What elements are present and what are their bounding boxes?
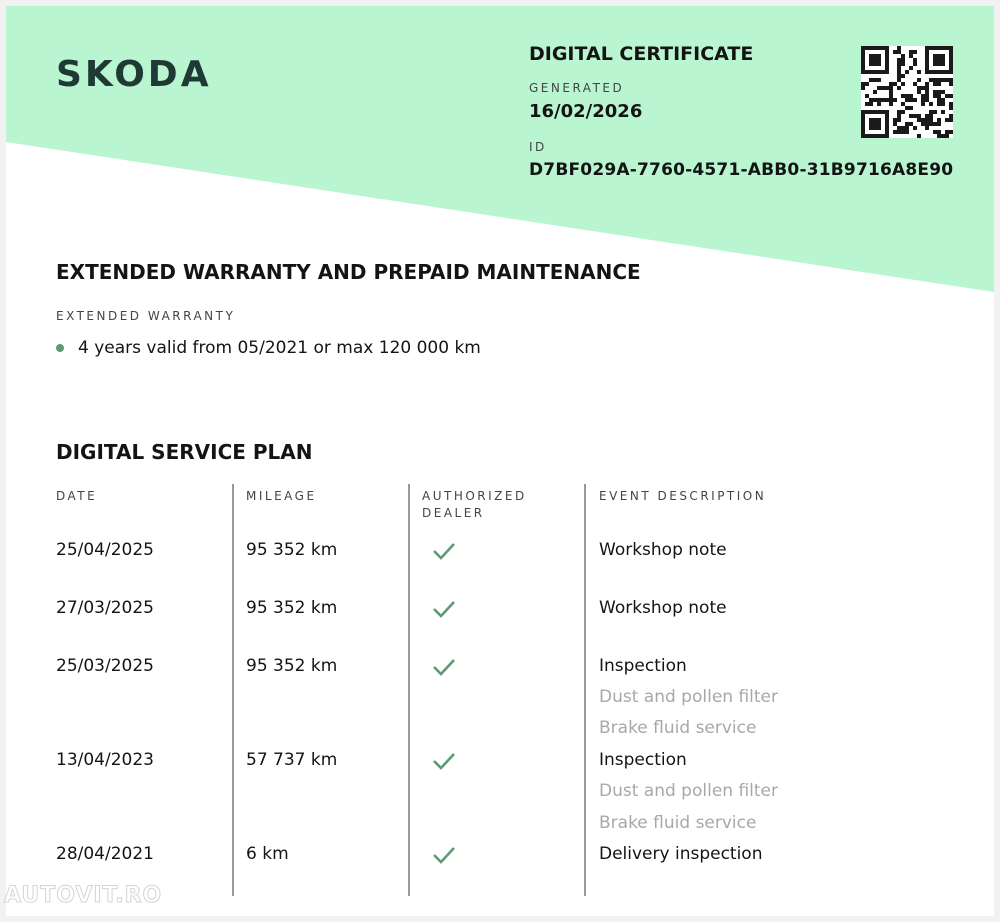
column-header-event: EVENT DESCRIPTION <box>599 489 767 503</box>
row-date: 25/03/2025 <box>56 656 154 676</box>
row-mileage: 95 352 km <box>246 598 338 618</box>
column-header-mileage: MILEAGE <box>246 489 317 503</box>
service-plan-heading: DIGITAL SERVICE PLAN <box>56 440 313 464</box>
row-event: Delivery inspection <box>599 844 763 864</box>
id-label: ID <box>529 140 547 154</box>
column-divider <box>232 484 234 896</box>
row-date: 28/04/2021 <box>56 844 154 864</box>
row-mileage: 95 352 km <box>246 656 338 676</box>
row-date: 27/03/2025 <box>56 598 154 618</box>
row-detail: Dust and pollen filter <box>599 781 778 801</box>
generated-date: 16/02/2026 <box>529 101 643 122</box>
generated-label: GENERATED <box>529 81 625 95</box>
row-detail: Brake fluid service <box>599 718 757 738</box>
row-detail: Dust and pollen filter <box>599 687 778 707</box>
column-divider <box>584 484 586 896</box>
certificate-title: DIGITAL CERTIFICATE <box>529 43 754 65</box>
check-icon <box>432 658 456 676</box>
warranty-heading: EXTENDED WARRANTY AND PREPAID MAINTENANCE <box>56 260 641 284</box>
warranty-item <box>56 338 481 358</box>
row-mileage: 57 737 km <box>246 750 338 770</box>
row-date: 13/04/2023 <box>56 750 154 770</box>
check-icon <box>432 846 456 864</box>
row-mileage: 95 352 km <box>246 540 338 560</box>
check-icon <box>432 752 456 770</box>
watermark: AUTOVIT.RO <box>4 883 163 908</box>
row-event: Inspection <box>599 750 687 770</box>
row-date: 25/04/2025 <box>56 540 154 560</box>
row-detail: Brake fluid service <box>599 813 757 833</box>
row-event: Workshop note <box>599 598 727 618</box>
column-header-dealer <box>422 488 527 522</box>
certificate-id: D7BF029A-7760-4571-ABB0-31B9716A8E90 <box>529 160 954 180</box>
bullet-icon <box>56 344 64 352</box>
check-icon <box>432 542 456 560</box>
row-event: Inspection <box>599 656 687 676</box>
certificate-page <box>6 6 994 916</box>
skoda-logo: SKODA <box>56 54 212 95</box>
row-event: Workshop note <box>599 540 727 560</box>
column-header-date: DATE <box>56 489 98 503</box>
banner-shape <box>6 6 994 292</box>
extended-warranty-label: EXTENDED WARRANTY <box>56 309 236 323</box>
row-mileage: 6 km <box>246 844 289 864</box>
column-divider <box>408 484 410 896</box>
check-icon <box>432 600 456 618</box>
warranty-item-text: 4 years valid from 05/2021 or max 120 000 km <box>78 338 481 358</box>
column-header-dealer-line1: AUTHORIZED <box>422 489 527 503</box>
qr-code-icon[interactable] <box>861 46 953 138</box>
column-header-dealer-line2: DEALER <box>422 506 485 520</box>
